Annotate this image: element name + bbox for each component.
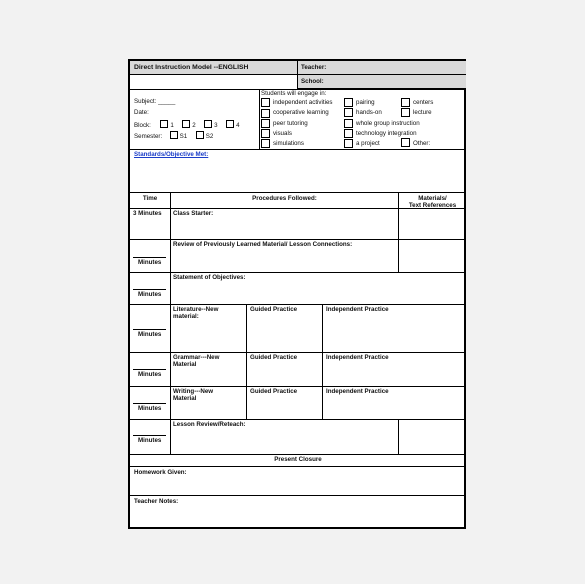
option-technology: technology integration: [356, 130, 417, 137]
minutes-review: Minutes: [138, 259, 162, 266]
checkbox-visuals[interactable]: [261, 129, 270, 138]
standards-link[interactable]: Standards/Objective Met:: [134, 151, 209, 158]
subject-blank[interactable]: _____: [158, 98, 176, 105]
engage-title: Students will engage in:: [261, 90, 327, 97]
option-lecture: lecture: [413, 109, 432, 116]
checkbox-lecture[interactable]: [401, 108, 410, 117]
option-hands-on: hands-on: [356, 109, 382, 116]
teacher-label: Teacher:: [301, 64, 327, 71]
grammar-label: Grammar---New Material: [173, 354, 220, 369]
checkbox-centers[interactable]: [401, 98, 410, 107]
option-peer-tutoring: peer tutoring: [273, 120, 308, 127]
semester-checkbox-s1[interactable]: [170, 131, 178, 139]
checkbox-whole-group[interactable]: [344, 119, 353, 128]
option-simulations: simulations: [273, 140, 304, 147]
guided-practice-3: Guided Practice: [250, 388, 298, 395]
checkbox-cooperative-learning[interactable]: [261, 109, 270, 118]
block-checkbox-3[interactable]: [204, 120, 212, 128]
option-other: Other:: [413, 140, 431, 147]
independent-practice-2: Independent Practice: [326, 354, 389, 361]
lesson-plan-form: [128, 59, 466, 529]
option-pairing: pairing: [356, 99, 375, 106]
option-whole-group: whole group instruction: [356, 120, 420, 127]
minutes-writing: Minutes: [138, 405, 162, 412]
guided-practice-2: Guided Practice: [250, 354, 298, 361]
checkbox-independent-activities[interactable]: [261, 98, 270, 107]
time-3-minutes: 3 Minutes: [133, 210, 162, 217]
minutes-literature: Minutes: [138, 331, 162, 338]
independent-practice-3: Independent Practice: [326, 388, 389, 395]
option-centers: centers: [413, 99, 434, 106]
class-starter-label: Class Starter:: [173, 210, 214, 217]
checkbox-technology[interactable]: [344, 129, 353, 138]
teacher-notes-label: Teacher Notes:: [134, 498, 179, 505]
col-procedures-header: Procedures Followed:: [252, 195, 317, 202]
option-visuals: visuals: [273, 130, 292, 137]
option-cooperative-learning: cooperative learning: [273, 109, 329, 116]
option-independent-activities: independent activities: [273, 99, 333, 106]
independent-practice-1: Independent Practice: [326, 306, 389, 313]
checkbox-simulations[interactable]: [261, 139, 270, 148]
review-label: Review of Previously Learned Material/ Lesson Connections:: [173, 241, 353, 248]
minutes-lesson-review: Minutes: [138, 437, 162, 444]
semester-checkbox-s2[interactable]: [196, 131, 204, 139]
block-checkbox-4[interactable]: [226, 120, 234, 128]
checkbox-project[interactable]: [344, 139, 353, 148]
checkbox-other[interactable]: [401, 138, 410, 147]
checkbox-peer-tutoring[interactable]: [261, 119, 270, 128]
lesson-review-label: Lesson Review/Reteach:: [173, 421, 246, 428]
objectives-label: Statement of Objectives:: [173, 274, 246, 281]
semester-row: Semester: S1 S2: [134, 133, 214, 140]
minutes-objectives: Minutes: [138, 291, 162, 298]
school-label: School:: [301, 78, 324, 85]
writing-label: Writing---New Material: [173, 388, 214, 403]
form-title: Direct Instruction Model --ENGLISH: [134, 64, 249, 71]
col-time-header: Time: [142, 195, 158, 202]
checkbox-hands-on[interactable]: [344, 108, 353, 117]
guided-practice-1: Guided Practice: [250, 306, 298, 313]
subject-label: Subject: _____: [134, 98, 176, 105]
block-checkbox-2[interactable]: [182, 120, 190, 128]
literature-label: Literature--New material:: [173, 306, 219, 321]
date-label: Date:: [134, 109, 149, 116]
block-checkbox-1[interactable]: [160, 120, 168, 128]
option-project: a project: [356, 140, 380, 147]
present-closure: Present Closure: [274, 456, 322, 463]
minutes-grammar: Minutes: [138, 371, 162, 378]
block-row: Block: 1 2 3 4: [134, 122, 240, 129]
homework-label: Homework Given:: [134, 469, 187, 476]
col-materials-header: Materials/ Text References: [408, 195, 457, 210]
checkbox-pairing[interactable]: [344, 98, 353, 107]
